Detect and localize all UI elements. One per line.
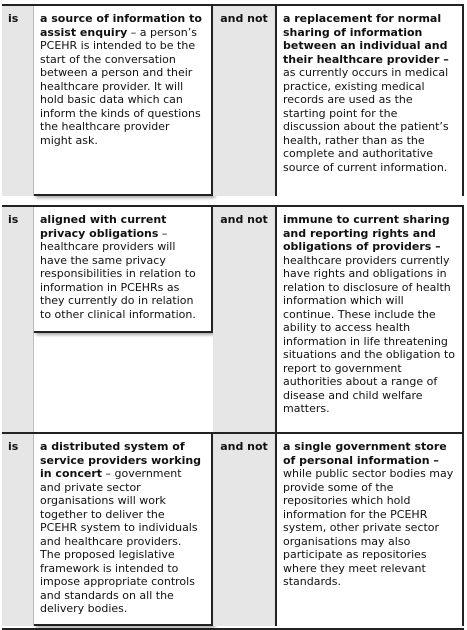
is-label: is [2, 207, 34, 437]
table-row [2, 432, 464, 630]
is-heading: aligned with current privacy obligations [40, 213, 167, 240]
is-heading: a distributed system of service providers working in concert [40, 440, 202, 480]
and-not-label: and not [213, 434, 275, 626]
is-body: – government and private sector organisations will work together to deliver the PCEHR system to individuals and healthcare providers. The proposed legislative framework is intended to impose appropriate controls and standards on all the delivery bodies. [40, 467, 198, 615]
is-description [34, 434, 213, 626]
and-not-body: as currently occurs in medical practice, existing medical records are used as the starting point for the discussion about the patient’s health, rather than as the complete and authoritative source of current information. [283, 66, 449, 174]
is-description [34, 207, 213, 333]
and-not-body: healthcare providers currently have rights and obligations in relation to disclosure of health information which will continue. These include the ability to access health information in life threatening situations and the obligation to report to government authorities about a range of disease and child welfare matters. [283, 253, 456, 415]
and-not-description [275, 434, 464, 626]
is-label: is [2, 6, 34, 196]
and-not-heading: immune to current sharing and reporting rights and obligations of providers – [283, 213, 450, 253]
is-label: is [2, 434, 34, 626]
is-heading: a source of information to assist enquiry [40, 12, 202, 39]
and-not-description [275, 6, 464, 196]
is-body: – healthcare providers will have the same privacy responsibilities in relation to information in PCEHRs as they currently do in relation to other clinical information. [40, 226, 196, 321]
and-not-label: and not [213, 6, 275, 196]
and-not-body: while public sector bodies may provide some of the repositories which hold information for the PCEHR system, other private sector organisations may also participate as repositories where they meet relevant standards. [283, 467, 454, 588]
and-not-description [275, 207, 464, 437]
is-body: – a person’s PCEHR is intended to be the start of the conversation between a person and their healthcare provider. It will hold basic data which can inform the kinds of questions the healthcare provider might ask. [40, 25, 201, 147]
and-not-label: and not [213, 207, 275, 437]
table-row [2, 4, 464, 198]
table-row [2, 205, 464, 439]
and-not-heading: a replacement for normal sharing of information between an individual and their healthcare provider – [283, 12, 449, 66]
and-not-heading: a single government store of personal information – [283, 440, 447, 467]
is-description [34, 6, 213, 196]
